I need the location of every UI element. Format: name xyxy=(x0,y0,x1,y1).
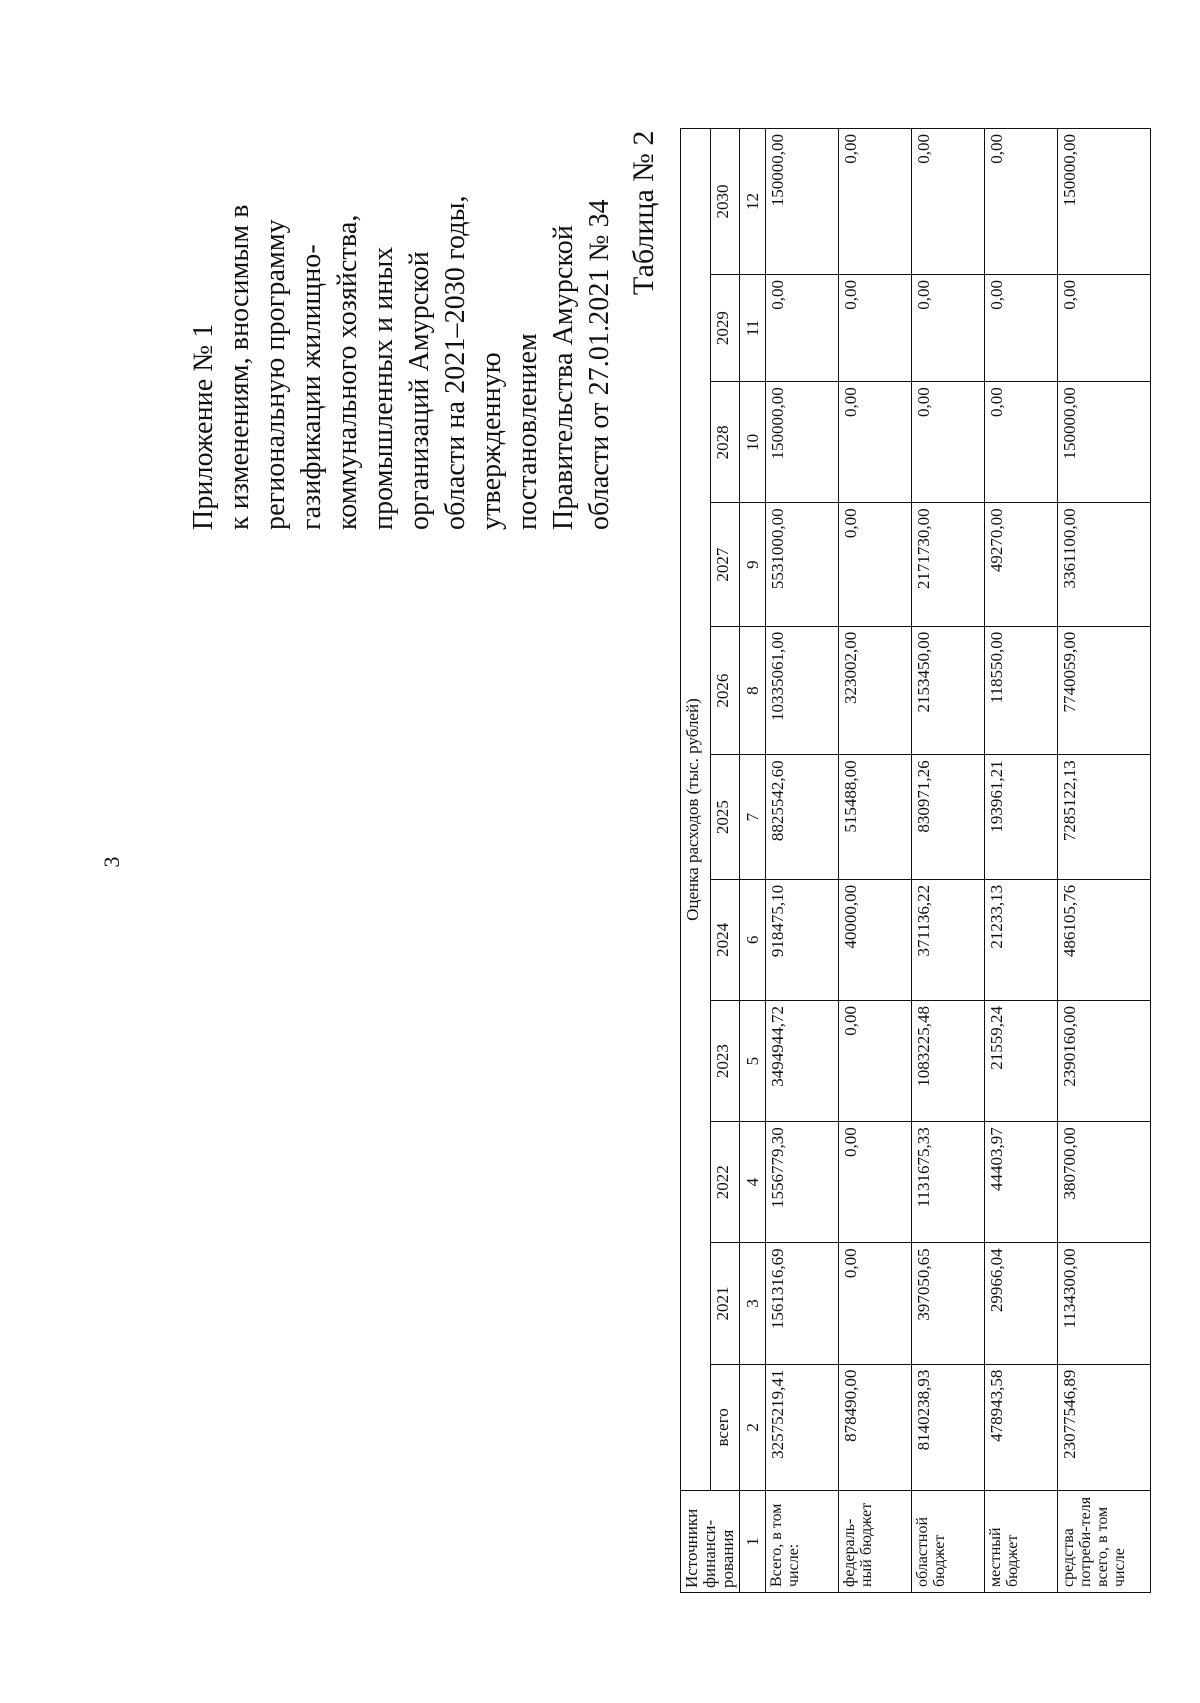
table-cell: 44403,97 xyxy=(985,1122,1058,1243)
appendix-line: постановлением xyxy=(512,333,543,530)
table-cell: 0,00 xyxy=(839,382,912,503)
appendix-line: области от 27.01.2021 № 34 xyxy=(584,199,615,530)
table-cell: 3361100,00 xyxy=(1058,503,1151,626)
source-column-header: Источники финанси-рования xyxy=(681,1491,740,1593)
table-cell: 32575219,41 xyxy=(766,1364,839,1491)
table-cell: 150000,00 xyxy=(766,382,839,503)
column-header: 2024 xyxy=(710,879,740,1000)
appendix-line: Приложение № 1 xyxy=(188,323,219,530)
table-cell: 7285122,13 xyxy=(1058,755,1151,879)
column-header: 2023 xyxy=(710,1001,740,1122)
table-cell: 150000,00 xyxy=(1058,382,1151,503)
table-cell: 1561316,69 xyxy=(766,1243,839,1364)
table-cell: 0,00 xyxy=(912,382,985,503)
column-number: 1 xyxy=(740,1491,766,1593)
expenses-group-header: Оценка расходов (тыс. рублей) xyxy=(681,129,711,1491)
table-cell: 0,00 xyxy=(985,274,1058,381)
appendix-line: промышленных и иных xyxy=(368,246,399,530)
table-cell: 118550,00 xyxy=(985,626,1058,755)
table-cell: 2390160,00 xyxy=(1058,1001,1151,1122)
column-header: 2025 xyxy=(710,755,740,879)
column-number: 8 xyxy=(740,626,766,755)
table-cell: 0,00 xyxy=(839,1243,912,1364)
table-cell: 49270,00 xyxy=(985,503,1058,626)
table-cell: 0,00 xyxy=(839,129,912,275)
table-cell: 1131675,33 xyxy=(912,1122,985,1243)
column-number: 12 xyxy=(740,129,766,275)
appendix-header xyxy=(186,195,618,530)
table-cell: 8825542,60 xyxy=(766,755,839,879)
table-cell: 150000,00 xyxy=(766,129,839,275)
column-header: 2021 xyxy=(710,1243,740,1364)
table-cell: 478943,58 xyxy=(985,1364,1058,1491)
table-cell: 10335061,00 xyxy=(766,626,839,755)
row-source-label: средства потреби-теля всего, в том числе xyxy=(1058,1491,1151,1593)
column-number: 4 xyxy=(740,1122,766,1243)
column-number: 11 xyxy=(740,274,766,381)
column-header: 2026 xyxy=(710,626,740,755)
column-number: 7 xyxy=(740,755,766,879)
table-cell: 1134300,00 xyxy=(1058,1243,1151,1364)
appendix-line: региональную программу xyxy=(260,219,291,530)
table-cell: 918475,10 xyxy=(766,879,839,1000)
table-cell: 515488,00 xyxy=(839,755,912,879)
page-number: 3 xyxy=(99,856,124,868)
table-title: Таблица № 2 xyxy=(627,130,660,295)
row-source-label: местный бюджет xyxy=(985,1491,1058,1593)
table-cell: 1083225,48 xyxy=(912,1001,985,1122)
column-number: 6 xyxy=(740,879,766,1000)
column-number: 9 xyxy=(740,503,766,626)
column-header: 2028 xyxy=(710,382,740,503)
table-cell: 0,00 xyxy=(839,274,912,381)
table-cell: 0,00 xyxy=(766,274,839,381)
column-header: 2022 xyxy=(710,1122,740,1243)
expenses-table xyxy=(680,128,1151,1593)
table-cell: 23077546,89 xyxy=(1058,1364,1151,1491)
table-cell: 0,00 xyxy=(912,274,985,381)
table-row-local xyxy=(985,129,1058,1593)
table-cell: 371136,22 xyxy=(912,879,985,1000)
row-source-label: областной бюджет xyxy=(912,1491,985,1593)
table-cell: 2153450,00 xyxy=(912,626,985,755)
table-cell: 0,00 xyxy=(839,503,912,626)
table-cell: 8140238,93 xyxy=(912,1364,985,1491)
table-cell: 1556779,30 xyxy=(766,1122,839,1243)
table-cell: 5531000,00 xyxy=(766,503,839,626)
column-number: 3 xyxy=(740,1243,766,1364)
expenses-table-container xyxy=(680,128,1151,1593)
column-header: 2030 xyxy=(710,129,740,275)
table-cell: 0,00 xyxy=(1058,274,1151,381)
appendix-line: организаций Амурской xyxy=(404,251,435,530)
table-cell: 3494944,72 xyxy=(766,1001,839,1122)
table-cell: 193961,21 xyxy=(985,755,1058,879)
appendix-line: к изменениям, вносимым в xyxy=(224,204,255,530)
column-number: 2 xyxy=(740,1364,766,1491)
column-header: 2029 xyxy=(710,274,740,381)
table-cell: 323002,00 xyxy=(839,626,912,755)
table-cell: 830971,26 xyxy=(912,755,985,879)
table-row-federal xyxy=(839,129,912,1593)
appendix-line: области на 2021–2030 годы, xyxy=(440,195,471,530)
table-cell: 29966,04 xyxy=(985,1243,1058,1364)
table-cell: 380700,00 xyxy=(1058,1122,1151,1243)
table-cell: 7740059,00 xyxy=(1058,626,1151,755)
table-row-total xyxy=(766,129,839,1593)
column-number: 10 xyxy=(740,382,766,503)
table-cell: 21559,24 xyxy=(985,1001,1058,1122)
row-source-label: Всего, в том числе: xyxy=(766,1491,839,1593)
appendix-line: газификации жилищно- xyxy=(296,244,327,530)
table-cell: 150000,00 xyxy=(1058,129,1151,275)
column-number-row xyxy=(740,129,766,1593)
row-source-label: федераль-ный бюджет xyxy=(839,1491,912,1593)
table-cell: 0,00 xyxy=(839,1001,912,1122)
table-row-consumer xyxy=(1058,129,1151,1593)
table-row-regional xyxy=(912,129,985,1593)
table-cell: 0,00 xyxy=(839,1122,912,1243)
column-header: 2027 xyxy=(710,503,740,626)
table-cell: 878490,00 xyxy=(839,1364,912,1491)
table-cell: 0,00 xyxy=(985,129,1058,275)
appendix-line: коммунального хозяйства, xyxy=(332,214,363,530)
appendix-line: утвержденную xyxy=(476,352,507,530)
table-cell: 397050,65 xyxy=(912,1243,985,1364)
table-cell: 21233,13 xyxy=(985,879,1058,1000)
column-number: 5 xyxy=(740,1001,766,1122)
column-header: всего xyxy=(710,1364,740,1491)
table-cell: 0,00 xyxy=(912,129,985,275)
appendix-line: Правительства Амурской xyxy=(548,225,579,530)
table-cell: 2171730,00 xyxy=(912,503,985,626)
table-cell: 486105,76 xyxy=(1058,879,1151,1000)
table-cell: 40000,00 xyxy=(839,879,912,1000)
table-cell: 0,00 xyxy=(985,382,1058,503)
